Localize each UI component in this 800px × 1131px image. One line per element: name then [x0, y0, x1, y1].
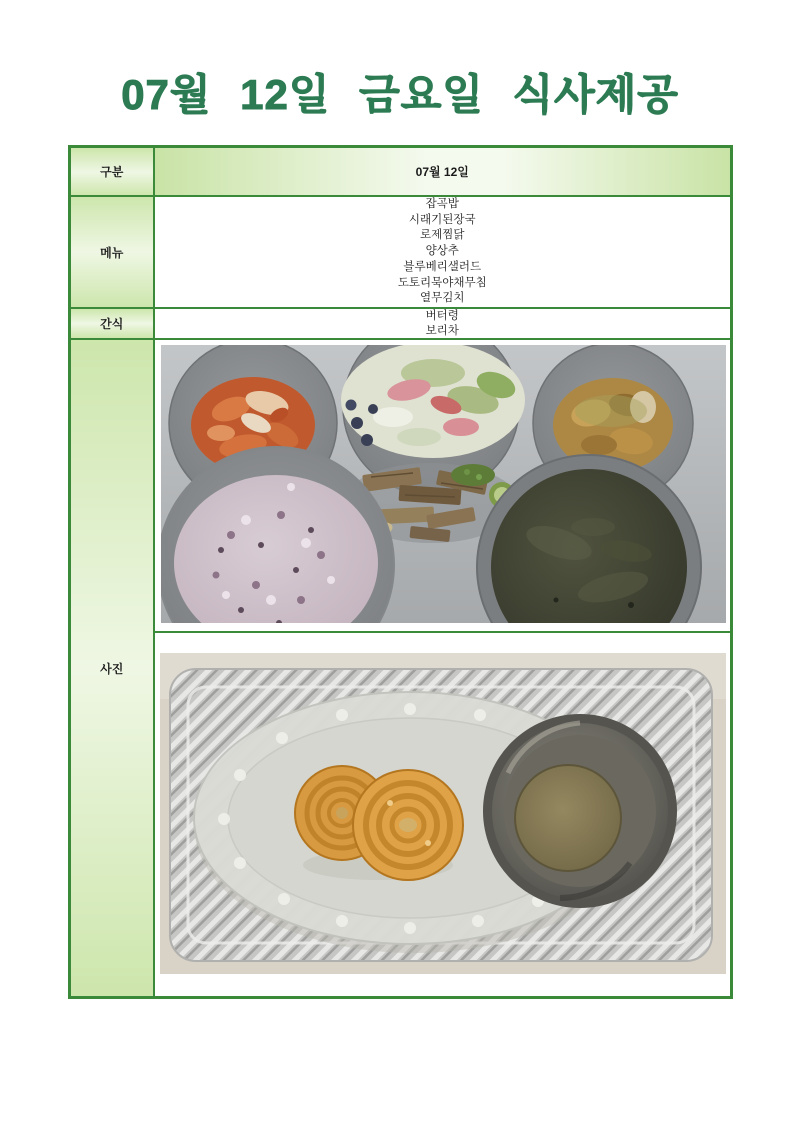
meal-tray-photo [161, 345, 726, 623]
table-row-photo-meal [70, 339, 732, 632]
cookie-right [353, 770, 463, 880]
butter-ring-cookies [295, 766, 463, 880]
menu-item: 열무김치 [420, 292, 465, 305]
meal-photo-cell [154, 339, 732, 632]
table-row-photo-snack [70, 632, 732, 998]
meal-table [68, 145, 733, 999]
menu-item: 잡곡밥 [425, 198, 459, 211]
category-label: 구분 [70, 147, 154, 197]
menu-item: 블루베리샐러드 [403, 260, 482, 273]
menu-item: 시래기된장국 [408, 213, 476, 226]
menu-label: 메뉴 [70, 196, 154, 308]
snack-tray-photo [160, 653, 726, 974]
table-row-snack [70, 308, 732, 339]
menu-item: 로제찜닭 [420, 229, 465, 242]
menu-item: 도토리묵야채무침 [397, 276, 487, 289]
snack-label: 간식 [70, 308, 154, 339]
table-row-menu [70, 196, 732, 308]
snack-photo-cell [154, 632, 732, 998]
barley-tea-cup [483, 714, 677, 908]
photo-label: 사진 [70, 339, 154, 998]
page-title: 07월 12일 금요일 식사제공 [121, 71, 679, 118]
snack-item: 버터령 [425, 310, 459, 322]
menu-items-cell [154, 196, 732, 308]
snack-item: 보리차 [425, 324, 459, 337]
snack-items-cell [154, 308, 732, 339]
date-value: 07월 12일 [154, 147, 732, 197]
menu-item: 양상추 [425, 245, 459, 258]
table-row-category [70, 147, 732, 197]
